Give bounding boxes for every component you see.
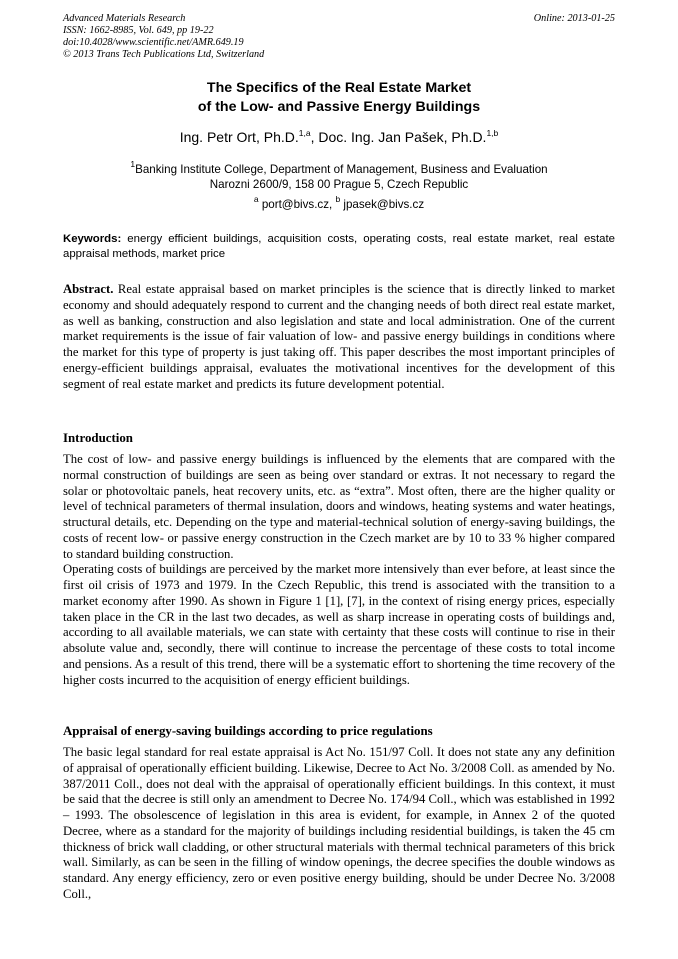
title-line-2: of the Low- and Passive Energy Buildings bbox=[197, 99, 481, 115]
title-line-1: The Specifics of the Real Estate Market bbox=[206, 80, 472, 96]
introduction-paragraph-2: Operating costs of buildings are perceived by the market more intensively than ever before, at least since the first oil crisis of 1973 and 1979. In the Czech Republic, this trend is associated with the transition to a market economy after 1990. As shown in Figure 1 [1], [7], in the context of rising energy prices, especially taken place in the CR in the last two decades, as well as sharp increase in operating costs of buildings and, according to all available materials, we can state with certainty that these costs will continue to rise in their absolute value and, secondly, there will continue to increase the percentage of these costs to total income and pensions. As a result of this trend, there will be a systematic effort to shortening the time recovery of the higher costs incurred to the acquisition of energy efficient buildings. bbox=[63, 562, 615, 687]
journal-name: Advanced Materials Research bbox=[63, 13, 186, 24]
affiliation-mark: 1 bbox=[130, 159, 136, 169]
author-emails bbox=[63, 194, 615, 212]
introduction-heading: Introduction bbox=[63, 431, 133, 445]
journal-header bbox=[63, 13, 615, 61]
abstract-label: Abstract. bbox=[63, 282, 114, 296]
email-b-mark: b bbox=[335, 194, 341, 204]
author-list bbox=[63, 128, 615, 146]
author-1-name: Ing. Petr Ort, Ph.D. bbox=[179, 129, 299, 145]
abstract-text: Real estate appraisal based on market principles is the science that is directly linked to market economy and should adequately respond to current and the changing needs of both direct real estate market, as well as banking, construction and also legislation and state and local administration. One of the current market requirements is the issue of fair valuation of low- and passive energy buildings in conditions where the market for this type of property is just taking off. This paper describes the most important principles of energy-efficient buildings appraisal, evaluates the motivational incentives for the development of this segment of real estate market and predicts its future development potential. bbox=[63, 282, 615, 391]
email-a-mark: a bbox=[253, 194, 259, 204]
abstract-block bbox=[63, 282, 615, 392]
email-a: port@bivs.cz, bbox=[258, 198, 336, 211]
appraisal-paragraph-1: The basic legal standard for real estate appraisal is Act No. 151/97 Coll. It does not state any any definition of appraisal of operationally efficient building. Likewise, Decree to Act No. 3/2008 Coll. as amended by No. 387/2011 Coll., does not deal with the appraisal of operationally efficient buildings. In this context, it must be said that the decree is still only an amendment to Decree No. 174/94 Coll., which was established in 1992 – 1993. The obsolescence of legislation in this area is evident, for example, in Annex 2 of the quoted Decree, where as a standard for the majority of buildings including residential buildings, is taken the 45 cm thickness of brick wall cladding, or other structural materials with thermal technical parameters of this brick wall. Similarly, as can be seen in the filling of window openings, the decree specifies the double windows as standard. Any energy efficiency, zero or even positive energy building, should be under Decree No. 3/2008 Coll., bbox=[63, 745, 615, 901]
affiliation-address: Narozni 2600/9, 158 00 Prague 5, Czech Republic bbox=[209, 178, 469, 191]
appraisal-heading: Appraisal of energy-saving buildings according to price regulations bbox=[63, 724, 433, 738]
keywords-block bbox=[63, 232, 615, 263]
email-b: jpasek@bivs.cz bbox=[340, 198, 425, 211]
doi-line: doi:10.4028/www.scientific.net/AMR.649.19 bbox=[63, 37, 244, 48]
author-separator: , bbox=[310, 129, 319, 145]
author-1-affiliation-mark: 1,a bbox=[298, 128, 311, 138]
affiliation-institution: Banking Institute College, Department of Management, Business and Evaluation bbox=[135, 163, 548, 176]
paper-title bbox=[63, 79, 615, 117]
affiliation-line-1 bbox=[63, 159, 615, 177]
author-2-name: Doc. Ing. Jan Pašek, Ph.D. bbox=[318, 129, 487, 145]
author-2-affiliation-mark: 1,b bbox=[486, 128, 499, 138]
keywords-label: Keywords: bbox=[63, 233, 122, 245]
copyright-line: © 2013 Trans Tech Publications Ltd, Switzerland bbox=[63, 49, 265, 60]
issn-line: ISSN: 1662-8985, Vol. 649, pp 19-22 bbox=[63, 25, 214, 36]
online-date: Online: 2013-01-25 bbox=[533, 13, 615, 24]
affiliation bbox=[63, 159, 615, 192]
keywords-text: energy efficient buildings, acquisition costs, operating costs, real estate market, real estate appraisal methods, market price bbox=[63, 233, 615, 261]
introduction-paragraph-1: The cost of low- and passive energy buildings is influenced by the elements that are compared with the normal construction of buildings are seen as being over standard or extras. It not necessary to regard the solar or photovoltaic panels, heat recovery units, etc. as “extra”. Most often, there are the higher quality or level of technical parameters of thermal insulation, doors and windows, heating systems and water heatings, structural details, etc. Depending on the type and material-technical solution of energy-saving buildings, the costs of recent low- or passive energy construction in the Czech market are by 10 to 33 % higher compared to standard building construction. bbox=[63, 452, 615, 561]
introduction-body bbox=[63, 452, 615, 688]
